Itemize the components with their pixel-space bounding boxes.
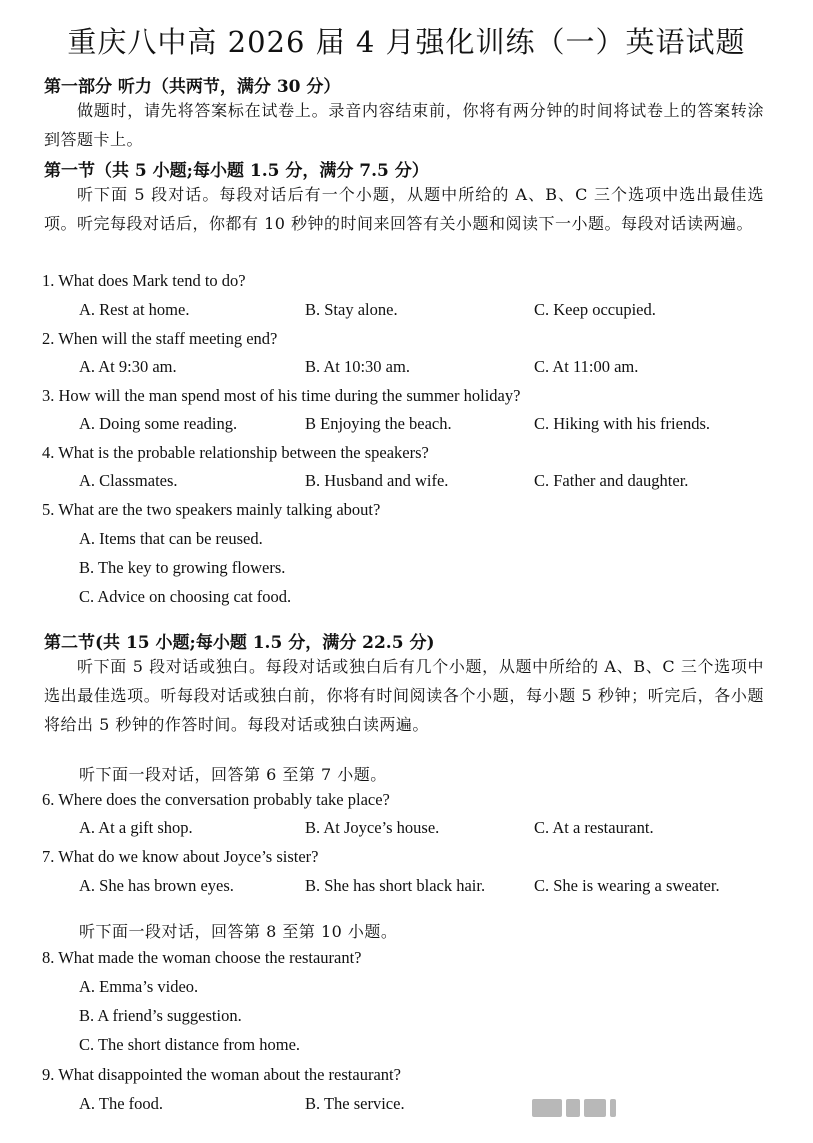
question-2-option-c: C. At 11:00 am. [534,357,639,376]
question-4-option-b: B. Husband and wife. [305,471,449,490]
question-7-option-a: A. She has brown eyes. [79,876,234,895]
question-7-option-b: B. She has short black hair. [305,876,486,895]
cut-off-text-fragment [532,1097,642,1119]
question-5-option-c: C. Advice on choosing cat food. [79,587,292,606]
question-8-option-a: A. Emma’s video. [79,977,199,996]
question-4-option-a: A. Classmates. [79,471,178,490]
question-3-option-a: A. Doing some reading. [79,414,238,433]
question-8-stem: 8. What made the woman choose the restaurant? [42,948,362,967]
question-8-option-b: B. A friend’s suggestion. [79,1006,242,1025]
question-2-option-b: B. At 10:30 am. [305,357,410,376]
exam-title: 重庆八中高 2026 届 4 月强化训练（一）英语试题 [67,25,746,59]
question-1-option-b: B. Stay alone. [305,300,398,319]
question-9-option-a: A. The food. [79,1094,164,1113]
question-2-option-a: A. At 9:30 am. [79,357,177,376]
question-1-option-a: A. Rest at home. [79,300,190,319]
question-7-stem: 7. What do we know about Joyce’s sister? [42,847,319,866]
question-3-stem: 3. How will the man spend most of his time during the summer holiday? [42,386,521,405]
question-6-stem: 6. Where does the conversation probably take place? [42,790,390,809]
question-9-stem: 9. What disappointed the woman about the restaurant? [42,1065,401,1084]
question-7-option-c: C. She is wearing a sweater. [534,876,720,895]
intro-questions-8-10: 听下面一段对话，回答第 8 至第 10 小题。 [79,922,398,941]
section1-instructions: 听下面 5 段对话。每段对话后有一个小题，从题中所给的 A、B、C 三个选项中选出最佳选项。听完每段对话后，你都有 10 秒钟的时间来回答有关小题和阅读下一小题。每段对话读两遍。 [44,185,764,233]
question-1-option-c: C. Keep occupied. [534,300,656,319]
question-6-option-c: C. At a restaurant. [534,818,654,837]
question-3-option-b: B Enjoying the beach. [305,414,452,433]
section2-instructions: 听下面 5 段对话或独白。每段对话或独白后有几个小题，从题中所给的 A、B、C 三个选项中选出最佳选项。听每段对话或独白前，你将有时间阅读各个小题，每小题 5 秒钟；听完后，各小题将给出 5 秒钟的作答时间。每段对话或独白读两遍。 [44,657,764,734]
question-3-option-c: C. Hiking with his friends. [534,414,710,433]
question-8-option-c: C. The short distance from home. [79,1035,301,1054]
question-4-stem: 4. What is the probable relationship between the speakers? [42,443,429,462]
question-2-stem: 2. When will the staff meeting end? [42,329,278,348]
question-9-option-b: B. The service. [305,1094,405,1113]
part1-instructions: 做题时，请先将答案标在试卷上。录音内容结束前，你将有两分钟的时间将试卷上的答案转涂到答题卡上。 [44,101,764,149]
section2-heading: 第二节(共 15 小题;每小题 1.5 分，满分 22.5 分) [44,633,435,653]
question-6-option-b: B. At Joyce’s house. [305,818,440,837]
intro-questions-6-7: 听下面一段对话，回答第 6 至第 7 小题。 [79,765,387,784]
question-5-option-a: A. Items that can be reused. [79,529,263,548]
question-1-stem: 1. What does Mark tend to do? [42,271,246,290]
question-5-option-b: B. The key to growing flowers. [79,558,286,577]
section1-heading: 第一节（共 5 小题;每小题 1.5 分，满分 7.5 分） [44,161,429,181]
part1-heading: 第一部分 听力（共两节，满分 30 分） [44,77,341,97]
question-6-option-a: A. At a gift shop. [79,818,193,837]
question-5-stem: 5. What are the two speakers mainly talking about? [42,500,381,519]
question-4-option-c: C. Father and daughter. [534,471,689,490]
